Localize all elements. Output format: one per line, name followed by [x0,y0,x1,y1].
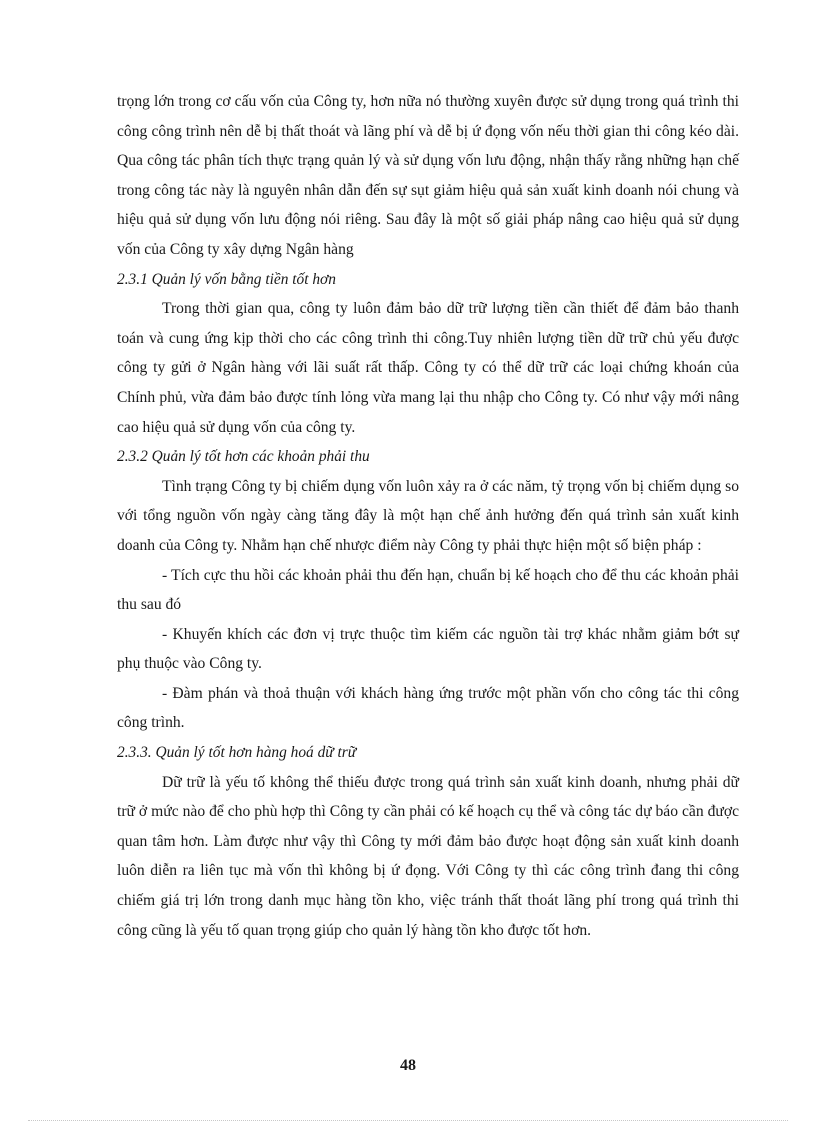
section-heading-2-3-3: 2.3.3. Quản lý tốt hơn hàng hoá dữ trữ [117,744,357,762]
page-bottom-divider [28,1120,788,1121]
body-text [117,87,739,945]
section-2-3-2-paragraph: Tình trạng Công ty bị chiếm dụng vốn luôn xảy ra ở các năm, tỷ trọng vốn bị chiếm dụng so với tổng nguồn vốn ngày càng tăng đây là một hạn chế ảnh hưởng đến quá trình sản xuất kinh doanh của Công ty. Nhằm hạn chế nhược điểm này Công ty phải thực hiện một số biện pháp : [117,477,739,554]
intro-paragraph: trọng lớn trong cơ cấu vốn của Công ty, hơn nữa nó thường xuyên được sử dụng trong quá trình thi công công trình nên dễ bị thất thoát và lãng phí và dễ bị ứ đọng vốn nếu thời gian thi công kéo dài. Qua công tác phân tích thực trạng quản lý và sử dụng vốn lưu động, nhận thấy rằng những hạn chế trong công tác này là nguyên nhân dẫn đến sự sụt giảm hiệu quả sản xuất kinh doanh nói chung và hiệu quả sử dụng vốn lưu động nói riêng. Sau đây là một số giải pháp nâng cao hiệu quả sử dụng vốn của Công ty xây dựng Ngân hàng [117,93,739,258]
bullet-item-2: - Khuyến khích các đơn vị trực thuộc tìm kiếm các nguồn tài trợ khác nhằm giảm bớt sự phụ thuộc vào Công ty. [117,625,739,673]
bullet-item-3: - Đàm phán và thoả thuận với khách hàng ứng trước một phần vốn cho công tác thi công công trình. [117,684,739,732]
section-heading-2-3-1: 2.3.1 Quản lý vốn bằng tiền tốt hơn [117,270,336,288]
bullet-item-1: - Tích cực thu hồi các khoản phải thu đến hạn, chuẩn bị kế hoạch cho để thu các khoản phải thu sau đó [117,566,739,614]
page-number: 48 [400,1057,416,1074]
section-2-3-3-paragraph: Dữ trữ là yếu tố không thể thiếu được trong quá trình sản xuất kinh doanh, nhưng phải dữ trữ ở mức nào để cho phù hợp thì Công ty cần phải có kế hoạch cụ thể và công tác dự báo cần được quan tâm hơn. Làm được như vậy thì Công ty mới đảm bảo được hoạt động sản xuất kinh doanh luôn diễn ra liên tục mà vốn thì không bị ứ đọng. Với Công ty thì các công trình đang thi công chiếm giá trị lớn trong danh mục hàng tồn kho, việc tránh thất thoát lãng phí trong quá trình thi công cũng là yếu tố quan trọng giúp cho quản lý hàng tồn kho được tốt hơn. [117,773,739,939]
section-heading-2-3-2: 2.3.2 Quản lý tốt hơn các khoản phải thu [117,448,370,466]
section-2-3-1-paragraph: Trong thời gian qua, công ty luôn đảm bảo dữ trữ lượng tiền cần thiết để đảm bảo thanh toán và cung ứng kịp thời cho các công trình thi công.Tuy nhiên lượng tiền dữ trữ chủ yếu được công ty gửi ở Ngân hàng với lãi suất rất thấp. Công ty có thể dữ trữ các loại chứng khoán của Chính phủ, vừa đảm bảo được tính lỏng vừa mang lại thu nhập cho Công ty. Có như vậy mới nâng cao hiệu quả sử dụng vốn của công ty. [117,300,739,436]
